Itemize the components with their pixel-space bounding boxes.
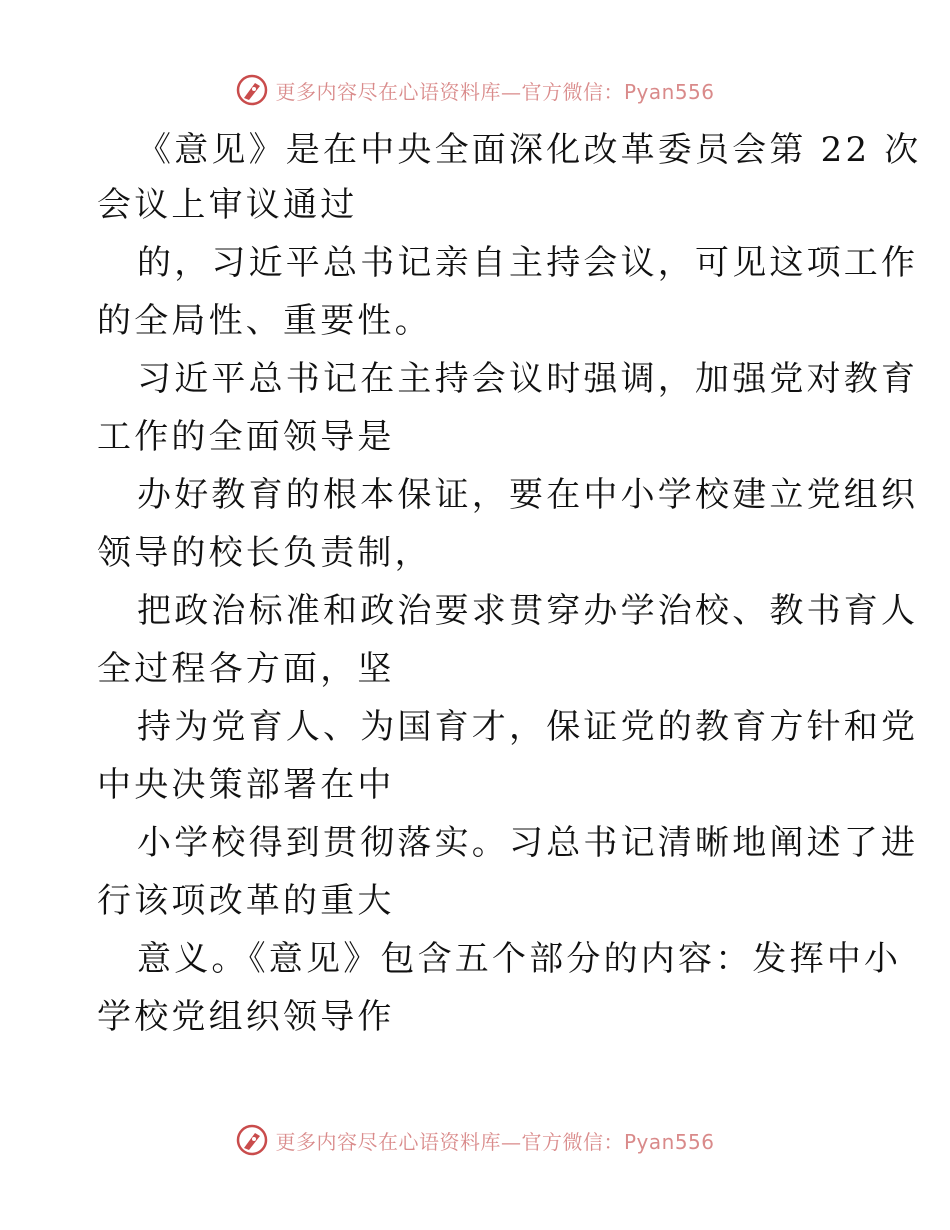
watermark-text: 更多内容尽在心语资料库—官方微信：Pyan556: [275, 79, 715, 104]
text-line: 领导的校长负责制，: [97, 533, 432, 573]
text-line: 办好教育的根本保证，要在中小学校建立党组织: [137, 475, 919, 515]
footer-watermark: [0, 1120, 950, 1160]
header-watermark: [0, 70, 950, 110]
pen-nib-circle-icon: [235, 73, 269, 107]
text-line: 《意见》是在中央全面深化改革委员会第 22 次: [137, 130, 922, 170]
text-line: 行该项改革的重大: [97, 881, 395, 921]
text-line: 把政治标准和政治要求贯穿办学治校、教书育人: [137, 591, 919, 631]
text-line: 工作的全面领导是: [97, 417, 395, 457]
text-line: 全过程各方面，坚: [97, 649, 395, 689]
text-line: 的，习近平总书记亲自主持会议，可见这项工作: [137, 243, 919, 283]
watermark-text: 更多内容尽在心语资料库—官方微信：Pyan556: [275, 1129, 715, 1154]
text-line: 小学校得到贯彻落实。习总书记清晰地阐述了进: [137, 823, 919, 863]
text-line: 意义。《意见》包含五个部分的内容：发挥中小: [137, 939, 902, 979]
text-line: 习近平总书记在主持会议时强调，加强党对教育: [137, 359, 919, 399]
text-line: 中央决策部署在中: [97, 765, 395, 805]
text-line: 学校党组织领导作: [97, 997, 395, 1037]
pen-nib-circle-icon: [235, 1123, 269, 1157]
text-line: 会议上审议通过: [97, 185, 358, 225]
text-line: 持为党育人、为国育才，保证党的教育方针和党: [137, 707, 919, 747]
text-line: 的全局性、重要性。: [97, 301, 432, 341]
